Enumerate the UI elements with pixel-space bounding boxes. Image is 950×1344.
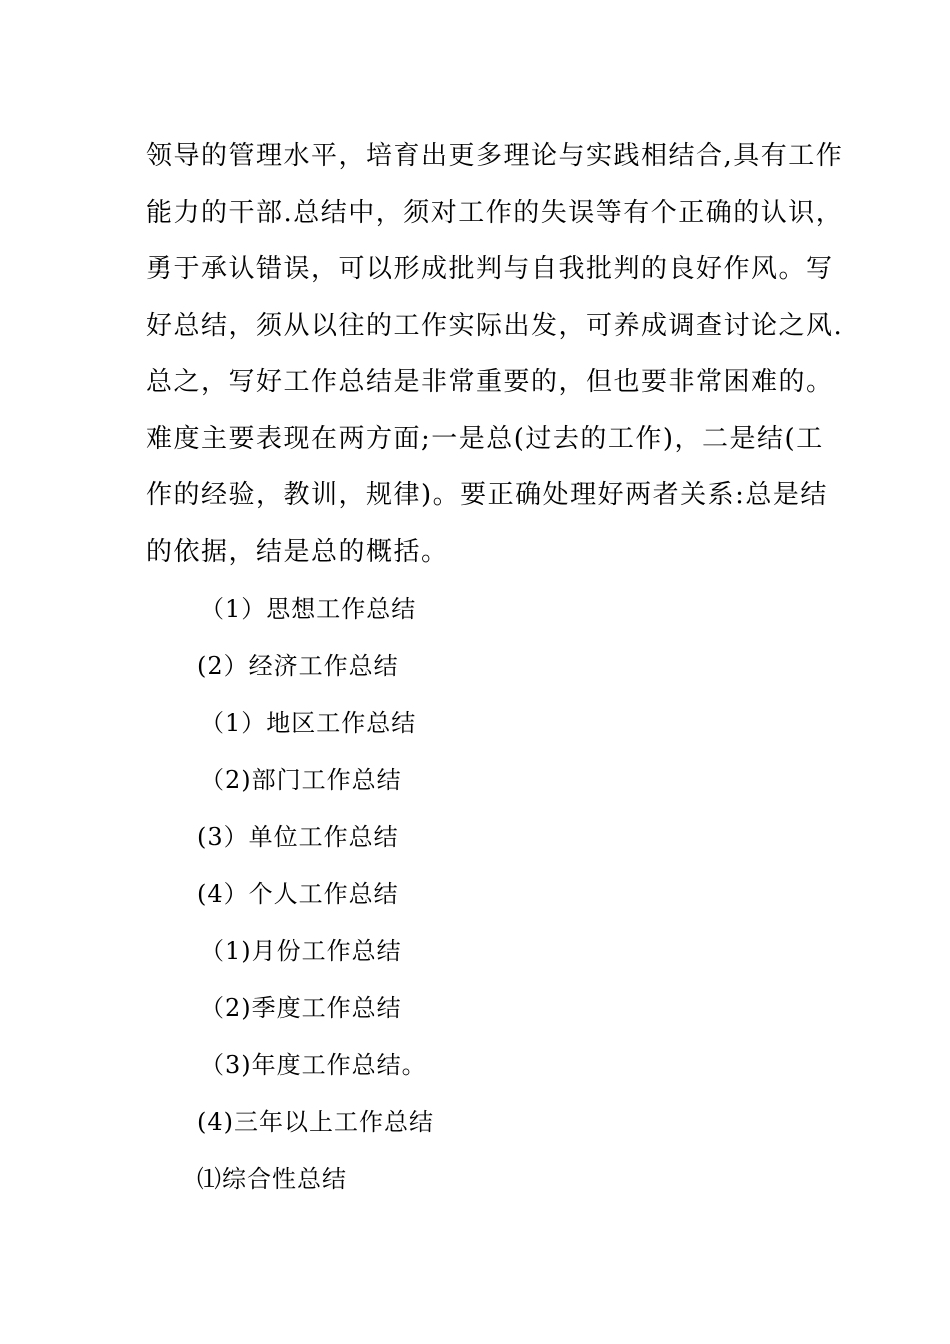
paragraph-line: 领导的管理水平，培育出更多理论与实践相结合,具有工作 [146, 141, 844, 171]
list-item: （2)部门工作总结 [200, 766, 402, 794]
body-paragraph [146, 128, 844, 580]
paragraph-line: 能力的干部.总结中，须对工作的失误等有个正确的认识， [146, 197, 844, 228]
list-item: （1）地区工作总结 [200, 709, 417, 737]
paragraph-line: 难度主要表现在两方面;一是总(过去的工作)，二是结(工 [146, 423, 824, 454]
list-item: (4）个人工作总结 [197, 880, 399, 908]
list-item: （2)季度工作总结 [200, 994, 402, 1022]
paragraph-line: 总之，写好工作总结是非常重要的，但也要非常困难的。 [146, 367, 834, 397]
paragraph-line: 勇于承认错误，可以形成批判与自我批判的良好作风。写 [146, 254, 834, 284]
paragraph-line: 作的经验，教训，规律)。要正确处理好两者关系:总是结 [146, 480, 828, 510]
list-item: ⑴综合性总结 [197, 1165, 347, 1193]
paragraph-line: 的依据，结是总的概括。 [146, 536, 449, 567]
list-item: (2）经济工作总结 [197, 652, 399, 680]
list-item: (4)三年以上工作总结 [197, 1108, 434, 1136]
paragraph-line: 好总结，须从以往的工作实际出发，可养成调查讨论之风. [146, 310, 844, 341]
list-item: （3)年度工作总结。 [200, 1051, 427, 1079]
list-item: (3）单位工作总结 [197, 823, 399, 851]
list-item: （1)月份工作总结 [200, 937, 402, 965]
list-item: （1）思想工作总结 [200, 595, 417, 623]
